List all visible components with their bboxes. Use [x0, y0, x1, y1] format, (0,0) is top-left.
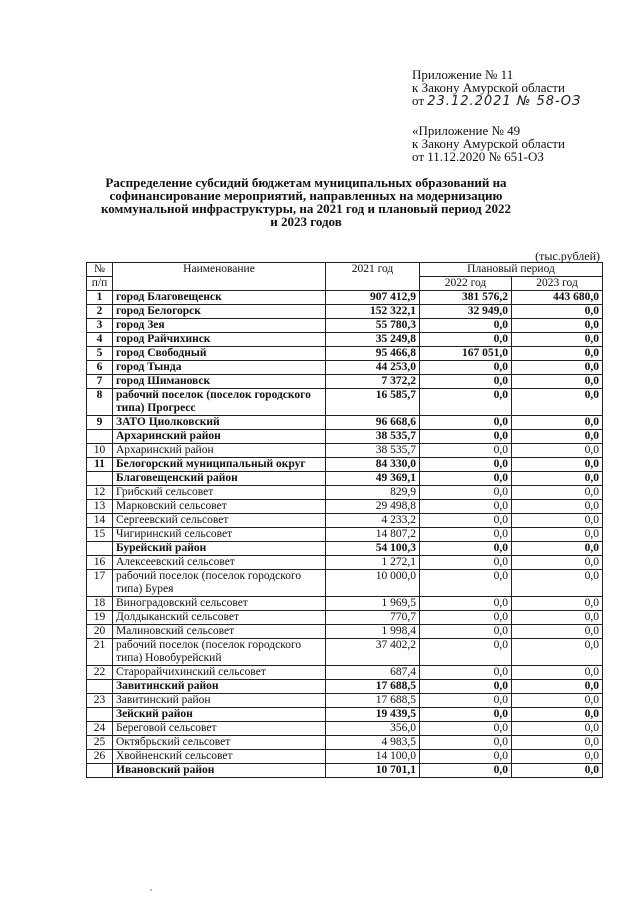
value-2021: 95 466,8	[326, 347, 420, 361]
value-2023: 0,0	[512, 361, 603, 375]
row-name: город Благовещенск	[113, 291, 326, 305]
value-2022: 0,0	[420, 319, 512, 333]
value-2022: 0,0	[420, 708, 512, 722]
header-name: Наименование	[113, 263, 326, 291]
row-name: Марковский сельсовет	[113, 500, 326, 514]
row-number: 13	[87, 500, 113, 514]
row-name: Завитинский район	[113, 680, 326, 694]
value-2023: 0,0	[512, 708, 603, 722]
value-2023: 0,0	[512, 347, 603, 361]
annex-date-prefix: от	[412, 93, 425, 108]
row-name: город Тында	[113, 361, 326, 375]
value-2022: 0,0	[420, 694, 512, 708]
value-2021: 55 780,3	[326, 319, 420, 333]
table-row	[87, 500, 603, 514]
table-row	[87, 514, 603, 528]
header-2022: 2022 год	[420, 277, 512, 291]
annex-block-current	[412, 68, 581, 108]
row-number: 25	[87, 736, 113, 750]
value-2022: 0,0	[420, 666, 512, 680]
row-name: рабочий поселок (поселок городского типа) Прогресс	[113, 389, 326, 416]
header-planned-period: Плановый период	[420, 263, 603, 277]
table-row	[87, 444, 603, 458]
value-2021: 44 253,0	[326, 361, 420, 375]
value-2023: 0,0	[512, 305, 603, 319]
row-name: Зейский район	[113, 708, 326, 722]
row-number: 19	[87, 611, 113, 625]
value-2021: 1 998,4	[326, 625, 420, 639]
table-row	[87, 528, 603, 542]
table-row	[87, 347, 603, 361]
value-2021: 37 402,2	[326, 639, 420, 666]
row-number: 6	[87, 361, 113, 375]
annex-number: «Приложение № 49	[412, 123, 521, 138]
table-row	[87, 736, 603, 750]
value-2021: 14 807,2	[326, 528, 420, 542]
row-name: Алексеевский сельсовет	[113, 556, 326, 570]
value-2023: 0,0	[512, 375, 603, 389]
value-2022: 381 576,2	[420, 291, 512, 305]
value-2023: 443 680,0	[512, 291, 603, 305]
value-2022: 0,0	[420, 556, 512, 570]
row-name: город Свободный	[113, 347, 326, 361]
row-number: 18	[87, 597, 113, 611]
row-number	[87, 764, 113, 778]
value-2023: 0,0	[512, 694, 603, 708]
row-name: Архаринский район	[113, 430, 326, 444]
value-2021: 17 688,5	[326, 694, 420, 708]
value-2022: 0,0	[420, 736, 512, 750]
value-2021: 4 233,2	[326, 514, 420, 528]
value-2023: 0,0	[512, 556, 603, 570]
row-name: город Райчихинск	[113, 333, 326, 347]
row-name: Сергеевский сельсовет	[113, 514, 326, 528]
row-name: город Белогорск	[113, 305, 326, 319]
header-2021: 2021 год	[326, 263, 420, 291]
value-2023: 0,0	[512, 333, 603, 347]
value-2023: 0,0	[512, 472, 603, 486]
table-row	[87, 597, 603, 611]
value-2023: 0,0	[512, 597, 603, 611]
value-2023: 0,0	[512, 542, 603, 556]
header-2023: 2023 год	[512, 277, 603, 291]
table-row	[87, 694, 603, 708]
row-name: Хвойненский сельсовет	[113, 750, 326, 764]
row-name: Грибский сельсовет	[113, 486, 326, 500]
table-row	[87, 750, 603, 764]
table-row	[87, 680, 603, 694]
value-2022: 0,0	[420, 430, 512, 444]
value-2021: 907 412,9	[326, 291, 420, 305]
value-2021: 84 330,0	[326, 458, 420, 472]
value-2022: 0,0	[420, 361, 512, 375]
row-name: рабочий поселок (поселок городского типа) Новобурейский	[113, 639, 326, 666]
row-number: 3	[87, 319, 113, 333]
value-2022: 0,0	[420, 722, 512, 736]
value-2023: 0,0	[512, 666, 603, 680]
value-2022: 0,0	[420, 375, 512, 389]
value-2023: 0,0	[512, 319, 603, 333]
value-2021: 687,4	[326, 666, 420, 680]
value-2023: 0,0	[512, 750, 603, 764]
value-2023: 0,0	[512, 722, 603, 736]
value-2023: 0,0	[512, 416, 603, 430]
value-2022: 0,0	[420, 764, 512, 778]
row-number: 8	[87, 389, 113, 416]
value-2022: 0,0	[420, 500, 512, 514]
value-2021: 19 439,5	[326, 708, 420, 722]
table-row	[87, 764, 603, 778]
value-2023: 0,0	[512, 528, 603, 542]
row-number	[87, 430, 113, 444]
row-name: Долдыканский сельсовет	[113, 611, 326, 625]
value-2022: 0,0	[420, 486, 512, 500]
table-row	[87, 430, 603, 444]
table-row	[87, 556, 603, 570]
table-row	[87, 611, 603, 625]
annex-date-line	[412, 94, 581, 108]
value-2021: 17 688,5	[326, 680, 420, 694]
value-2021: 1 969,5	[326, 597, 420, 611]
row-number	[87, 680, 113, 694]
value-2021: 38 535,7	[326, 444, 420, 458]
table-row	[87, 458, 603, 472]
row-number: 9	[87, 416, 113, 430]
table-row	[87, 291, 603, 305]
row-number: 26	[87, 750, 113, 764]
annex-law-ref: к Закону Амурской области	[412, 136, 565, 151]
row-name: город Зея	[113, 319, 326, 333]
value-2022: 0,0	[420, 639, 512, 666]
annex-number: Приложение № 11	[412, 67, 514, 82]
value-2021: 4 983,5	[326, 736, 420, 750]
value-2021: 14 100,0	[326, 750, 420, 764]
row-name: Старорайчихинский сельсовет	[113, 666, 326, 680]
annex-date-line: от 11.12.2020 № 651-ОЗ	[412, 149, 544, 164]
row-number	[87, 708, 113, 722]
table-row	[87, 389, 603, 416]
document-title: Распределение субсидий бюджетам муниципальных образований на софинансирование мероприятий, направленных на модернизацию коммунальной инфраструктуры, на 2021 год и плановый период 2022 и 2023 годов	[100, 175, 511, 229]
value-2023: 0,0	[512, 625, 603, 639]
annex-block-original	[412, 124, 565, 163]
value-2021: 16 585,7	[326, 389, 420, 416]
table-row	[87, 542, 603, 556]
row-name: Чигиринский сельсовет	[113, 528, 326, 542]
row-number: 24	[87, 722, 113, 736]
value-2022: 32 949,0	[420, 305, 512, 319]
value-2021: 29 498,8	[326, 500, 420, 514]
row-name: Малиновский сельсовет	[113, 625, 326, 639]
value-2022: 0,0	[420, 333, 512, 347]
row-number: 17	[87, 570, 113, 597]
value-2022: 0,0	[420, 528, 512, 542]
table-row	[87, 319, 603, 333]
table-row	[87, 305, 603, 319]
value-2022: 167 051,0	[420, 347, 512, 361]
value-2023: 0,0	[512, 430, 603, 444]
header-num-line1: №	[87, 263, 113, 277]
value-2023: 0,0	[512, 680, 603, 694]
value-2023: 0,0	[512, 736, 603, 750]
table-row	[87, 570, 603, 597]
value-2023: 0,0	[512, 764, 603, 778]
table-row	[87, 708, 603, 722]
value-2023: 0,0	[512, 500, 603, 514]
value-2023: 0,0	[512, 444, 603, 458]
table-row	[87, 625, 603, 639]
table-row	[87, 639, 603, 666]
row-number: 7	[87, 375, 113, 389]
row-number: 4	[87, 333, 113, 347]
value-2022: 0,0	[420, 416, 512, 430]
value-2021: 152 322,1	[326, 305, 420, 319]
row-number: 11	[87, 458, 113, 472]
value-2023: 0,0	[512, 389, 603, 416]
value-2023: 0,0	[512, 611, 603, 625]
value-2021: 356,0	[326, 722, 420, 736]
row-name: Октябрьский сельсовет	[113, 736, 326, 750]
value-2022: 0,0	[420, 570, 512, 597]
value-2021: 96 668,6	[326, 416, 420, 430]
value-2023: 0,0	[512, 486, 603, 500]
scan-speck	[150, 889, 152, 891]
table-row	[87, 375, 603, 389]
row-number: 22	[87, 666, 113, 680]
row-number: 15	[87, 528, 113, 542]
value-2021: 7 372,2	[326, 375, 420, 389]
table-row	[87, 361, 603, 375]
value-2022: 0,0	[420, 611, 512, 625]
table-row	[87, 333, 603, 347]
value-2022: 0,0	[420, 597, 512, 611]
row-name: Бурейский район	[113, 542, 326, 556]
row-number: 21	[87, 639, 113, 666]
value-2021: 35 249,8	[326, 333, 420, 347]
row-name: Береговой сельсовет	[113, 722, 326, 736]
table-row	[87, 472, 603, 486]
row-number: 16	[87, 556, 113, 570]
annex-law-ref: к Закону Амурской области	[412, 80, 565, 95]
row-name: ЗАТО Циолковский	[113, 416, 326, 430]
value-2023: 0,0	[512, 458, 603, 472]
row-number: 14	[87, 514, 113, 528]
row-number	[87, 542, 113, 556]
table-row	[87, 722, 603, 736]
row-number: 5	[87, 347, 113, 361]
table-row	[87, 486, 603, 500]
value-2021: 49 369,1	[326, 472, 420, 486]
row-name: Ивановский район	[113, 764, 326, 778]
row-number: 2	[87, 305, 113, 319]
row-name: город Шимановск	[113, 375, 326, 389]
header-num-line2: п/п	[87, 277, 113, 291]
value-2023: 0,0	[512, 570, 603, 597]
value-2022: 0,0	[420, 542, 512, 556]
value-2021: 54 100,3	[326, 542, 420, 556]
value-2022: 0,0	[420, 680, 512, 694]
table-body	[87, 291, 603, 778]
value-2021: 770,7	[326, 611, 420, 625]
value-2021: 1 272,1	[326, 556, 420, 570]
value-2023: 0,0	[512, 514, 603, 528]
value-2022: 0,0	[420, 444, 512, 458]
row-name: Благовещенский район	[113, 472, 326, 486]
value-2022: 0,0	[420, 514, 512, 528]
row-name: Виноградовский сельсовет	[113, 597, 326, 611]
subsidy-table	[86, 262, 603, 778]
row-number: 1	[87, 291, 113, 305]
value-2021: 10 701,1	[326, 764, 420, 778]
value-2022: 0,0	[420, 472, 512, 486]
table-row	[87, 666, 603, 680]
row-number: 12	[87, 486, 113, 500]
value-2022: 0,0	[420, 625, 512, 639]
row-name: Завитинский район	[113, 694, 326, 708]
row-number: 20	[87, 625, 113, 639]
row-number: 10	[87, 444, 113, 458]
handwritten-date-number: 23.12.2021 № 58-ОЗ	[427, 94, 582, 109]
row-number: 23	[87, 694, 113, 708]
row-name: Архаринский район	[113, 444, 326, 458]
value-2022: 0,0	[420, 458, 512, 472]
value-2021: 829,9	[326, 486, 420, 500]
value-2022: 0,0	[420, 750, 512, 764]
row-number	[87, 472, 113, 486]
value-2021: 10 000,0	[326, 570, 420, 597]
value-2022: 0,0	[420, 389, 512, 416]
units-label: (тыс.рублей)	[535, 249, 600, 263]
row-name: Белогорский муниципальный округ	[113, 458, 326, 472]
value-2021: 38 535,7	[326, 430, 420, 444]
value-2023: 0,0	[512, 639, 603, 666]
table-row	[87, 416, 603, 430]
row-name: рабочий поселок (поселок городского типа) Бурея	[113, 570, 326, 597]
